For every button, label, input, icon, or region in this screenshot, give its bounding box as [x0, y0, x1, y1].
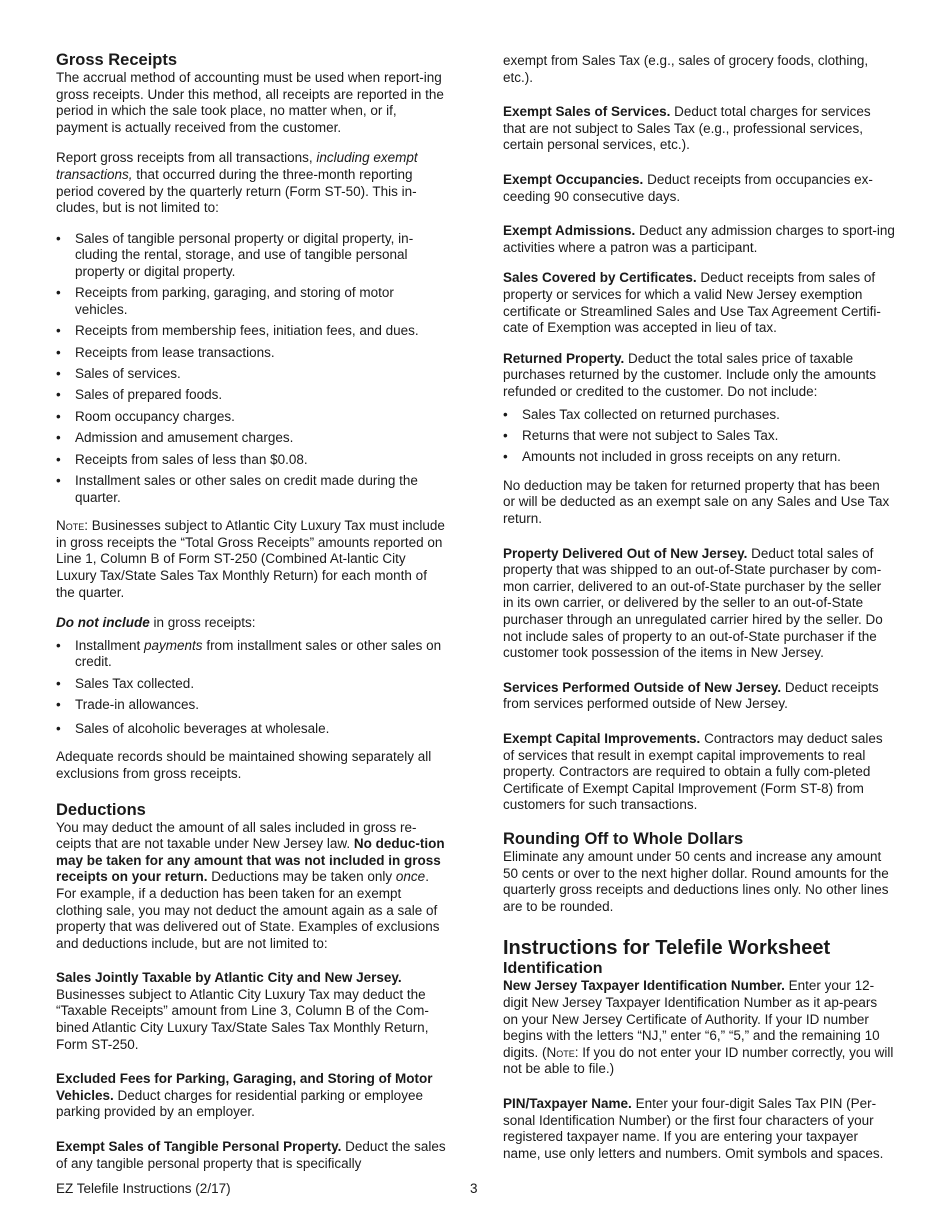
right-column [503, 53, 895, 1176]
list-item: • Sales of tangible personal property or digital property, in-cluding the rental, storage, and use of tangible personal property or digital property. [56, 231, 448, 281]
capital-improvements-paragraph: Exempt Capital Improvements. Contractors may deduct sales of services that result in exempt capital improvements to real property. Contractors are required to obtain a fully com-pleted Certificate of Exempt Capital Improvement (Form ST-8) from customers for such transactions. [503, 731, 883, 813]
gross-receipts-paragraph: The accrual method of accounting must be used when report-ing gross receipts. Under this method, all receipts are reported in the period in which the sale took place, no matter when, or if, payment is actually received from the customer. [56, 70, 444, 135]
list-item: • Receipts from sales of less than $0.08. [56, 452, 448, 469]
parking-fees-paragraph: Excluded Fees for Parking, Garaging, and Storing of Motor Vehicles. Deduct charges for residential parking or employee parking provided by an employer. [56, 1071, 433, 1120]
pin-taxpayer-name-paragraph: PIN/Taxpayer Name. Enter your four-digit Sales Tax PIN (Per-sonal Identification Number) or the first four characters of your registered taxpayer name. If you are entering your taxpayer name, use only letters and numbers. Omit symbols and spaces. [503, 1095, 884, 1161]
left-column [56, 51, 448, 1186]
identification-heading: Identification [503, 960, 603, 978]
luxury-tax-note: Note: Businesses subject to Atlantic City Luxury Tax must include in gross receipts the “Total Gross Receipts” amounts reported on Line 1, Column B of Form ST-250 (Combined At-lantic City Luxury Tax/State Sales Tax Monthly Return) for each month of the quarter. [56, 518, 445, 600]
footer-document-title: EZ Telefile Instructions (2/17) [56, 1181, 231, 1196]
exempt-admissions-paragraph: Exempt Admissions. Deduct any admission charges to sport-ing activities where a patron was a participant. [503, 223, 895, 255]
list-item: • Receipts from lease transactions. [56, 345, 448, 362]
returned-property-note: No deduction may be taken for returned property that has been or will be deducted as an exempt sale on any Sales and Use Tax return. [503, 477, 890, 527]
report-gross-receipts-paragraph: Report gross receipts from all transactions, including exempt transactions, that occurred during the three-month reporting period covered by the quarterly return (Form ST-50). This in-cludes, but is not limited to: [56, 150, 418, 216]
sales-jointly-taxable-paragraph: Sales Jointly Taxable by Atlantic City and New Jersey. Businesses subject to Atlantic City Luxury Tax may deduct the “Taxable Receipts” amount from Line 3, Column B of the Com-bined Atlantic City Luxury Tax/State Sales Tax Monthly Return, Form ST-250. [56, 970, 429, 1052]
page-number: 3 [470, 1181, 478, 1196]
property-delivered-paragraph: Property Delivered Out of New Jersey. Deduct total sales of property that was shipped to an out-of-State purchaser by com-mon carrier, delivered to an out-of-State purchaser by the seller in its own carrier, or delivered by the seller to an out-of-State purchaser through an unregulated carrier hired by the seller. Do not include sales of property to an out-of-State purchaser if the customer took possession of the items in New Jersey. [503, 545, 883, 661]
returned-property-paragraph: Returned Property. Deduct the total sales price of taxable purchases returned by the customer. Include only the amounts refunded or credited to the customer. Do not include: [503, 350, 876, 399]
returned-property-list [503, 407, 895, 466]
services-outside-paragraph: Services Performed Outside of New Jersey. Deduct receipts from services performed outside of New Jersey. [503, 679, 879, 712]
list-item: • Installment payments from installment sales or other sales on credit. [56, 638, 448, 671]
telefile-worksheet-heading: Instructions for Telefile Worksheet [503, 937, 831, 960]
exempt-services-paragraph: Exempt Sales of Services. Deduct total charges for services that are not subject to Sales Tax (e.g., professional services, certain personal services, etc.). [503, 104, 871, 153]
list-item: • Receipts from membership fees, initiation fees, and dues. [56, 323, 448, 340]
do-not-include-intro: Do not include in gross receipts: [56, 615, 256, 631]
deductions-paragraph: You may deduct the amount of all sales included in gross re-ceipts that are not taxable under New Jersey law. No deduc-tion may be taken for any amount that was not included in gross receipts on your return. Deductions may be taken only once. For example, if a deduction has been taken for an exempt clothing sale, you may not deduct the amount again as a sale of property that was delivered out of State. Examples of exclusions and deductions include, but are not limited to: [56, 819, 445, 951]
exempt-tangible-property-paragraph: Exempt Sales of Tangible Personal Property. Deduct the sales of any tangible personal property that is specifically [56, 1139, 446, 1171]
rounding-paragraph: Eliminate any amount under 50 cents and increase any amount 50 cents or over to the next higher dollar. Round amounts for the quarterly gross receipts and deductions lines only. No other lines are to be rounded. [503, 848, 889, 914]
included-receipts-list [56, 231, 448, 506]
certificates-paragraph: Sales Covered by Certificates. Deduct receipts from sales of property or services for which a valid New Jersey exemption certificate or Streamlined Sales and Use Tax Agreement Certifi-cate of Exemption was accepted in lieu of tax. [503, 270, 881, 336]
list-item: • Amounts not included in gross receipts on any return. [503, 449, 895, 466]
list-item: • Trade-in allowances. [56, 697, 448, 714]
deductions-heading: Deductions [56, 800, 146, 819]
list-item: • Sales of alcoholic beverages at wholesale. [56, 721, 448, 738]
list-item: • Receipts from parking, garaging, and storing of motor vehicles. [56, 285, 448, 318]
list-item: • Sales Tax collected on returned purchases. [503, 407, 895, 424]
gross-receipts-heading: Gross Receipts [56, 51, 178, 69]
list-item: • Room occupancy charges. [56, 409, 448, 426]
list-item: • Sales Tax collected. [56, 676, 448, 693]
taxpayer-id-paragraph: New Jersey Taxpayer Identification Number. Enter your 12-digit New Jersey Taxpayer Identification Number as it ap-pears on your New Jersey Certificate of Authority. If your ID number begins with the letters “NJ,” enter “6,” “5,” and the remaining 10 digits. (Note: If you do not enter your ID number correctly, you will not be able to file.) [503, 978, 894, 1077]
rounding-heading: Rounding Off to Whole Dollars [503, 829, 744, 848]
excluded-receipts-list [56, 638, 448, 738]
exempt-occupancies-paragraph: Exempt Occupancies. Deduct receipts from occupancies ex-ceeding 90 consecutive days. [503, 171, 873, 204]
adequate-records-paragraph: Adequate records should be maintained showing separately all exclusions from gross receipts. [56, 749, 432, 781]
list-item: • Admission and amusement charges. [56, 430, 448, 447]
list-item: • Installment sales or other sales on credit made during the quarter. [56, 473, 448, 506]
list-item: • Sales of prepared foods. [56, 387, 448, 404]
exempt-tangible-property-continued: exempt from Sales Tax (e.g., sales of grocery foods, clothing, etc.). [503, 53, 869, 85]
list-item: • Sales of services. [56, 366, 448, 383]
list-item: • Returns that were not subject to Sales Tax. [503, 428, 895, 445]
